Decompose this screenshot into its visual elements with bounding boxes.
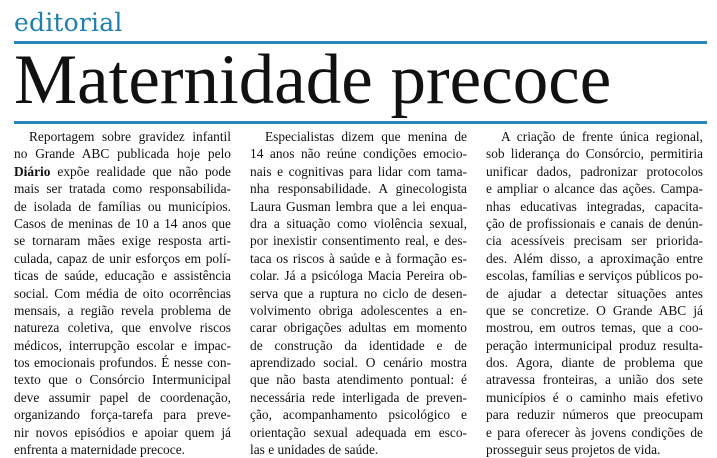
text-line: que não basta atendimento pontual: é [250,372,467,388]
text-line: Especialistas dizem que menina de [265,129,467,144]
text-line: mais ser tratada como responsabilida- [14,181,231,197]
text-line: natureza coletiva, que envolve riscos [14,320,231,336]
text-line: nir novos episódios e apoiar quem já [14,424,231,440]
text-line: escolas, famílias e serviços públicos po- [486,268,703,284]
text-line: Laura Gusman lembra que a lei enqua- [250,198,467,214]
text-line: volvimento obriga adolescentes a en- [250,302,467,318]
text-line: deve assumir papel de coordenação, [14,389,231,405]
text-line: culada, capaz de unir esforços em polí- [14,250,231,266]
text-line: de construção da identidade e de [250,337,467,353]
text-line: por inexistir consentimento real, e des- [250,233,467,249]
text-line: mostrou, em outros temas, que a coo- [486,320,703,336]
text-line: Reportagem sobre gravidez infantil [29,129,231,144]
text-line: no Grande ABC publicada hoje pelo [14,146,231,162]
text-line: nha responsabilidade. A ginecologista [250,181,467,197]
text-line: nais e cognitivas para lidar com tama- [250,163,467,179]
text-line: las e unidades de saúde. [250,442,379,458]
text-line: ção, acompanhamento psicológico e [250,407,467,423]
headline: Maternidade precoce [14,41,612,119]
text-line: que se concretize. O Grande ABC já [486,302,703,318]
article-column-3 [486,128,703,458]
text-line: mensais, a região revela problema de [14,302,231,318]
bottom-rule [14,121,707,124]
text-line: prosseguir seus projetos de vida. [486,442,661,458]
text-line: Diário expõe realidade que não pode [14,163,231,179]
text-line: enfrenta a maternidade precoce. [14,442,185,458]
article-column-1 [14,128,231,458]
text-line: A criação de frente única regional, [501,129,703,144]
text-line: texto que o Consórcio Intermunicipal [14,372,231,388]
text-line: de ajudar a detectar situações antes [486,285,703,301]
section-tag: editorial [14,8,123,37]
text-line: cia acessíveis precisam ser priorida- [486,233,703,249]
text-line: nhas educativas integradas, capacita- [486,198,703,214]
article-column-2 [250,128,467,458]
text-line: atravessa fronteiras, a união dos sete [486,372,703,388]
text-line: municípios é o caminho mais efetivo [486,389,703,405]
text-line: unificar dados, padronizar protocolos [486,163,703,179]
text-line: peração intermunicipal produz resulta- [486,337,703,353]
text-line: colar. Já a psicóloga Macia Pereira ob- [250,268,467,284]
text-line: serva que a ruptura no ciclo de desen- [250,285,467,301]
text-line: taca os riscos à saúde e à formação es- [250,250,467,266]
text-line: para reduzir números que preocupam [486,407,703,423]
text-line: e ampliar o alcance das ações. Campa- [486,181,703,197]
text-line: necessária rede interligada de preven- [250,389,467,405]
text-line: ção de profissionais e canais de denún- [486,215,703,231]
text-line: se tornaram mães exige resposta arti- [14,233,231,249]
text-line: ticas de saúde, educação e assistência [14,268,231,284]
text-line: dos. Agora, diante de problema que [486,355,703,371]
text-line: carar obrigações adultas em momento [250,320,467,336]
text-line: 14 anos não reúne condições emocio- [250,146,467,162]
text-line: orientação sexual adequada em esco- [250,424,467,440]
text-line: des. Além disso, a aproximação entre [486,250,703,266]
text-line: dra a situação como violência sexual, [250,215,467,231]
text-line: médicos, interrupção escolar e impac- [14,337,231,353]
text-line: de isolada de famílias ou municípios. [14,198,231,214]
text-line: aprendizado social. O cenário mostra [250,355,467,371]
text-line: social. Com média de oito ocorrências [14,285,231,301]
newspaper-name: Diário [14,163,51,179]
text-line: tos emocionais profundos. É nesse con- [14,355,231,371]
text-line: sob liderança do Consórcio, permitiria [486,146,703,162]
text-line: e para oferecer às jovens condições de [486,424,703,440]
text-line: Casos de meninas de 10 a 14 anos que [14,215,231,231]
text-line: organizando força-tarefa para preve- [14,407,231,423]
